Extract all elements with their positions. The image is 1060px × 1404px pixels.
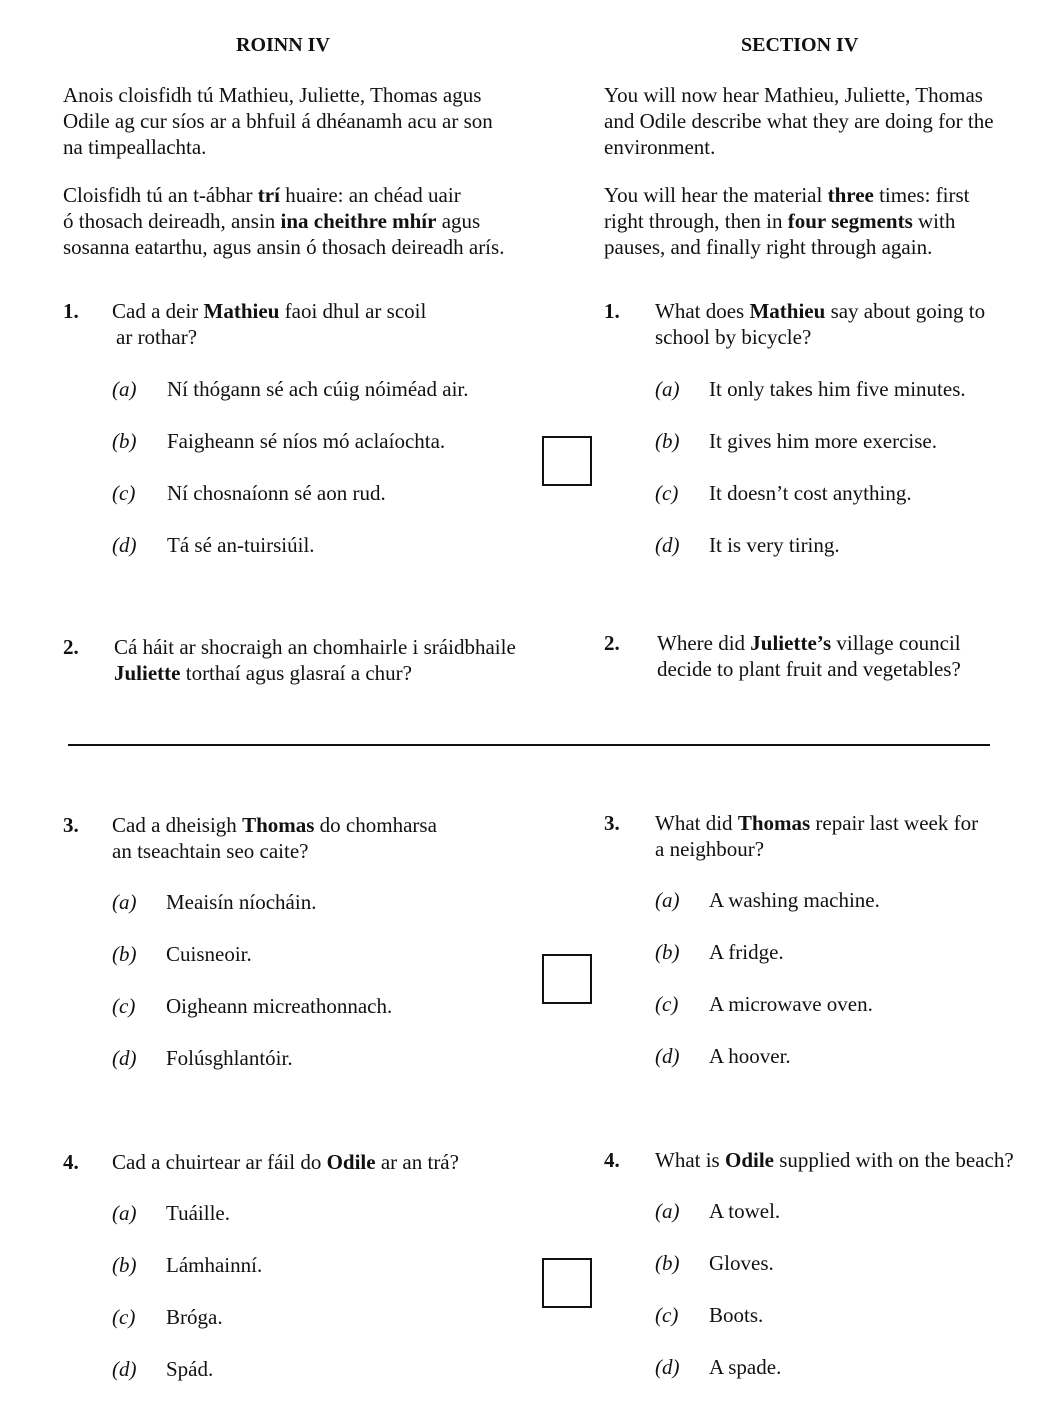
english-question-3-cont: a neighbour? [655,837,765,861]
irish-question-2-cont: Juliette torthaí agus glasraí a chur? [114,661,412,685]
option-letter: (a) [655,1199,680,1223]
option-text: Spád. [166,1357,214,1381]
answer-box-q1[interactable] [542,436,592,486]
option-text: Bróga. [166,1305,223,1329]
option-letter: (b) [655,429,680,453]
question-number: 4. [63,1150,79,1174]
question-number: 3. [604,811,620,835]
option-letter: (c) [655,992,679,1016]
option-text: It only takes him five minutes. [709,377,966,401]
irish-intro-line: na timpeallachta. [63,135,207,159]
option-letter: (a) [112,377,137,401]
option-letter: (b) [112,429,137,453]
english-question-2-cont: decide to plant fruit and vegetables? [657,657,961,681]
option-letter: (c) [655,481,679,505]
irish-instructions-line: sosanna eatarthu, agus ansin ó thosach deireadh arís. [63,235,505,259]
option-text: A towel. [709,1199,781,1223]
english-section-title: SECTION IV [741,34,859,56]
option-letter: (b) [112,1253,137,1277]
option-letter: (b) [655,1251,680,1275]
english-intro-line: and Odile describe what they are doing for the [604,109,994,133]
option-text: A hoover. [709,1044,791,1068]
irish-question-3-cont: an tseachtain seo caite? [112,839,309,863]
option-letter: (c) [112,994,136,1018]
answer-box-q3[interactable] [542,954,592,1004]
option-text: Tá sé an-tuirsiúil. [167,533,315,557]
option-text: Faigheann sé níos mó aclaíochta. [167,429,446,453]
option-letter: (d) [655,1044,680,1068]
option-text: A spade. [709,1355,782,1379]
english-intro-line: environment. [604,135,716,159]
irish-question-3: Cad a dheisigh Thomas do chomharsa [112,813,437,837]
option-letter: (d) [112,1357,137,1381]
option-text: Folúsghlantóir. [166,1046,293,1070]
english-intro-line: You will now hear Mathieu, Juliette, Thomas [604,83,983,107]
question-number: 1. [604,299,620,323]
option-text: Oigheann micreathonnach. [166,994,393,1018]
option-text: A microwave oven. [709,992,873,1016]
english-question-1-cont: school by bicycle? [655,325,812,349]
irish-question-4: Cad a chuirtear ar fáil do Odile ar an trá? [112,1150,459,1174]
irish-instructions-line: ó thosach deireadh, ansin ina cheithre mhír agus [63,209,481,233]
option-text: Cuisneoir. [166,942,252,966]
option-letter: (c) [112,481,136,505]
english-question-1: What does Mathieu say about going to [655,299,986,323]
irish-section-title: ROINN IV [236,34,330,56]
option-text: It gives him more exercise. [709,429,938,453]
english-instructions-line: You will hear the material three times: first [604,183,970,207]
irish-question-1-cont: ar rothar? [116,325,198,349]
option-letter: (c) [655,1303,679,1327]
question-number: 1. [63,299,79,323]
option-letter: (d) [655,533,680,557]
option-letter: (c) [112,1305,136,1329]
option-text: Meaisín níocháin. [166,890,317,914]
irish-intro-line: Odile ag cur síos ar a bhfuil á dhéanamh acu ar son [63,109,493,133]
option-text: It doesn’t cost anything. [709,481,912,505]
option-letter: (a) [655,377,680,401]
english-question-4: What is Odile supplied with on the beach? [655,1148,1014,1172]
option-text: Lámhainní. [166,1253,263,1277]
option-text: Ní chosnaíonn sé aon rud. [167,481,386,505]
question-number: 2. [63,635,79,659]
option-text: A fridge. [709,940,784,964]
option-letter: (a) [655,888,680,912]
english-question-3: What did Thomas repair last week for [655,811,979,835]
answer-line-q2[interactable] [68,744,990,746]
option-letter: (a) [112,1201,137,1225]
option-letter: (d) [655,1355,680,1379]
question-number: 4. [604,1148,620,1172]
irish-question-1: Cad a deir Mathieu faoi dhul ar scoil [112,299,427,323]
option-text: Tuáille. [166,1201,230,1225]
question-number: 2. [604,631,620,655]
option-text: Ní thógann sé ach cúig nóiméad air. [167,377,469,401]
answer-box-q4[interactable] [542,1258,592,1308]
option-letter: (b) [655,940,680,964]
option-text: Boots. [709,1303,764,1327]
irish-intro-line: Anois cloisfidh tú Mathieu, Juliette, Thomas agus [63,83,482,107]
english-question-2: Where did Juliette’s village council [657,631,961,655]
irish-question-2: Cá háit ar shocraigh an chomhairle i sráidbhaile [114,635,516,659]
option-text: It is very tiring. [709,533,840,557]
option-letter: (a) [112,890,137,914]
option-letter: (d) [112,533,137,557]
option-text: A washing machine. [709,888,880,912]
english-instructions-line: right through, then in four segments with [604,209,956,233]
option-text: Gloves. [709,1251,774,1275]
option-letter: (d) [112,1046,137,1070]
irish-instructions-line: Cloisfidh tú an t-ábhar trí huaire: an chéad uair [63,183,461,207]
question-number: 3. [63,813,79,837]
english-instructions-line: pauses, and finally right through again. [604,235,933,259]
option-letter: (b) [112,942,137,966]
